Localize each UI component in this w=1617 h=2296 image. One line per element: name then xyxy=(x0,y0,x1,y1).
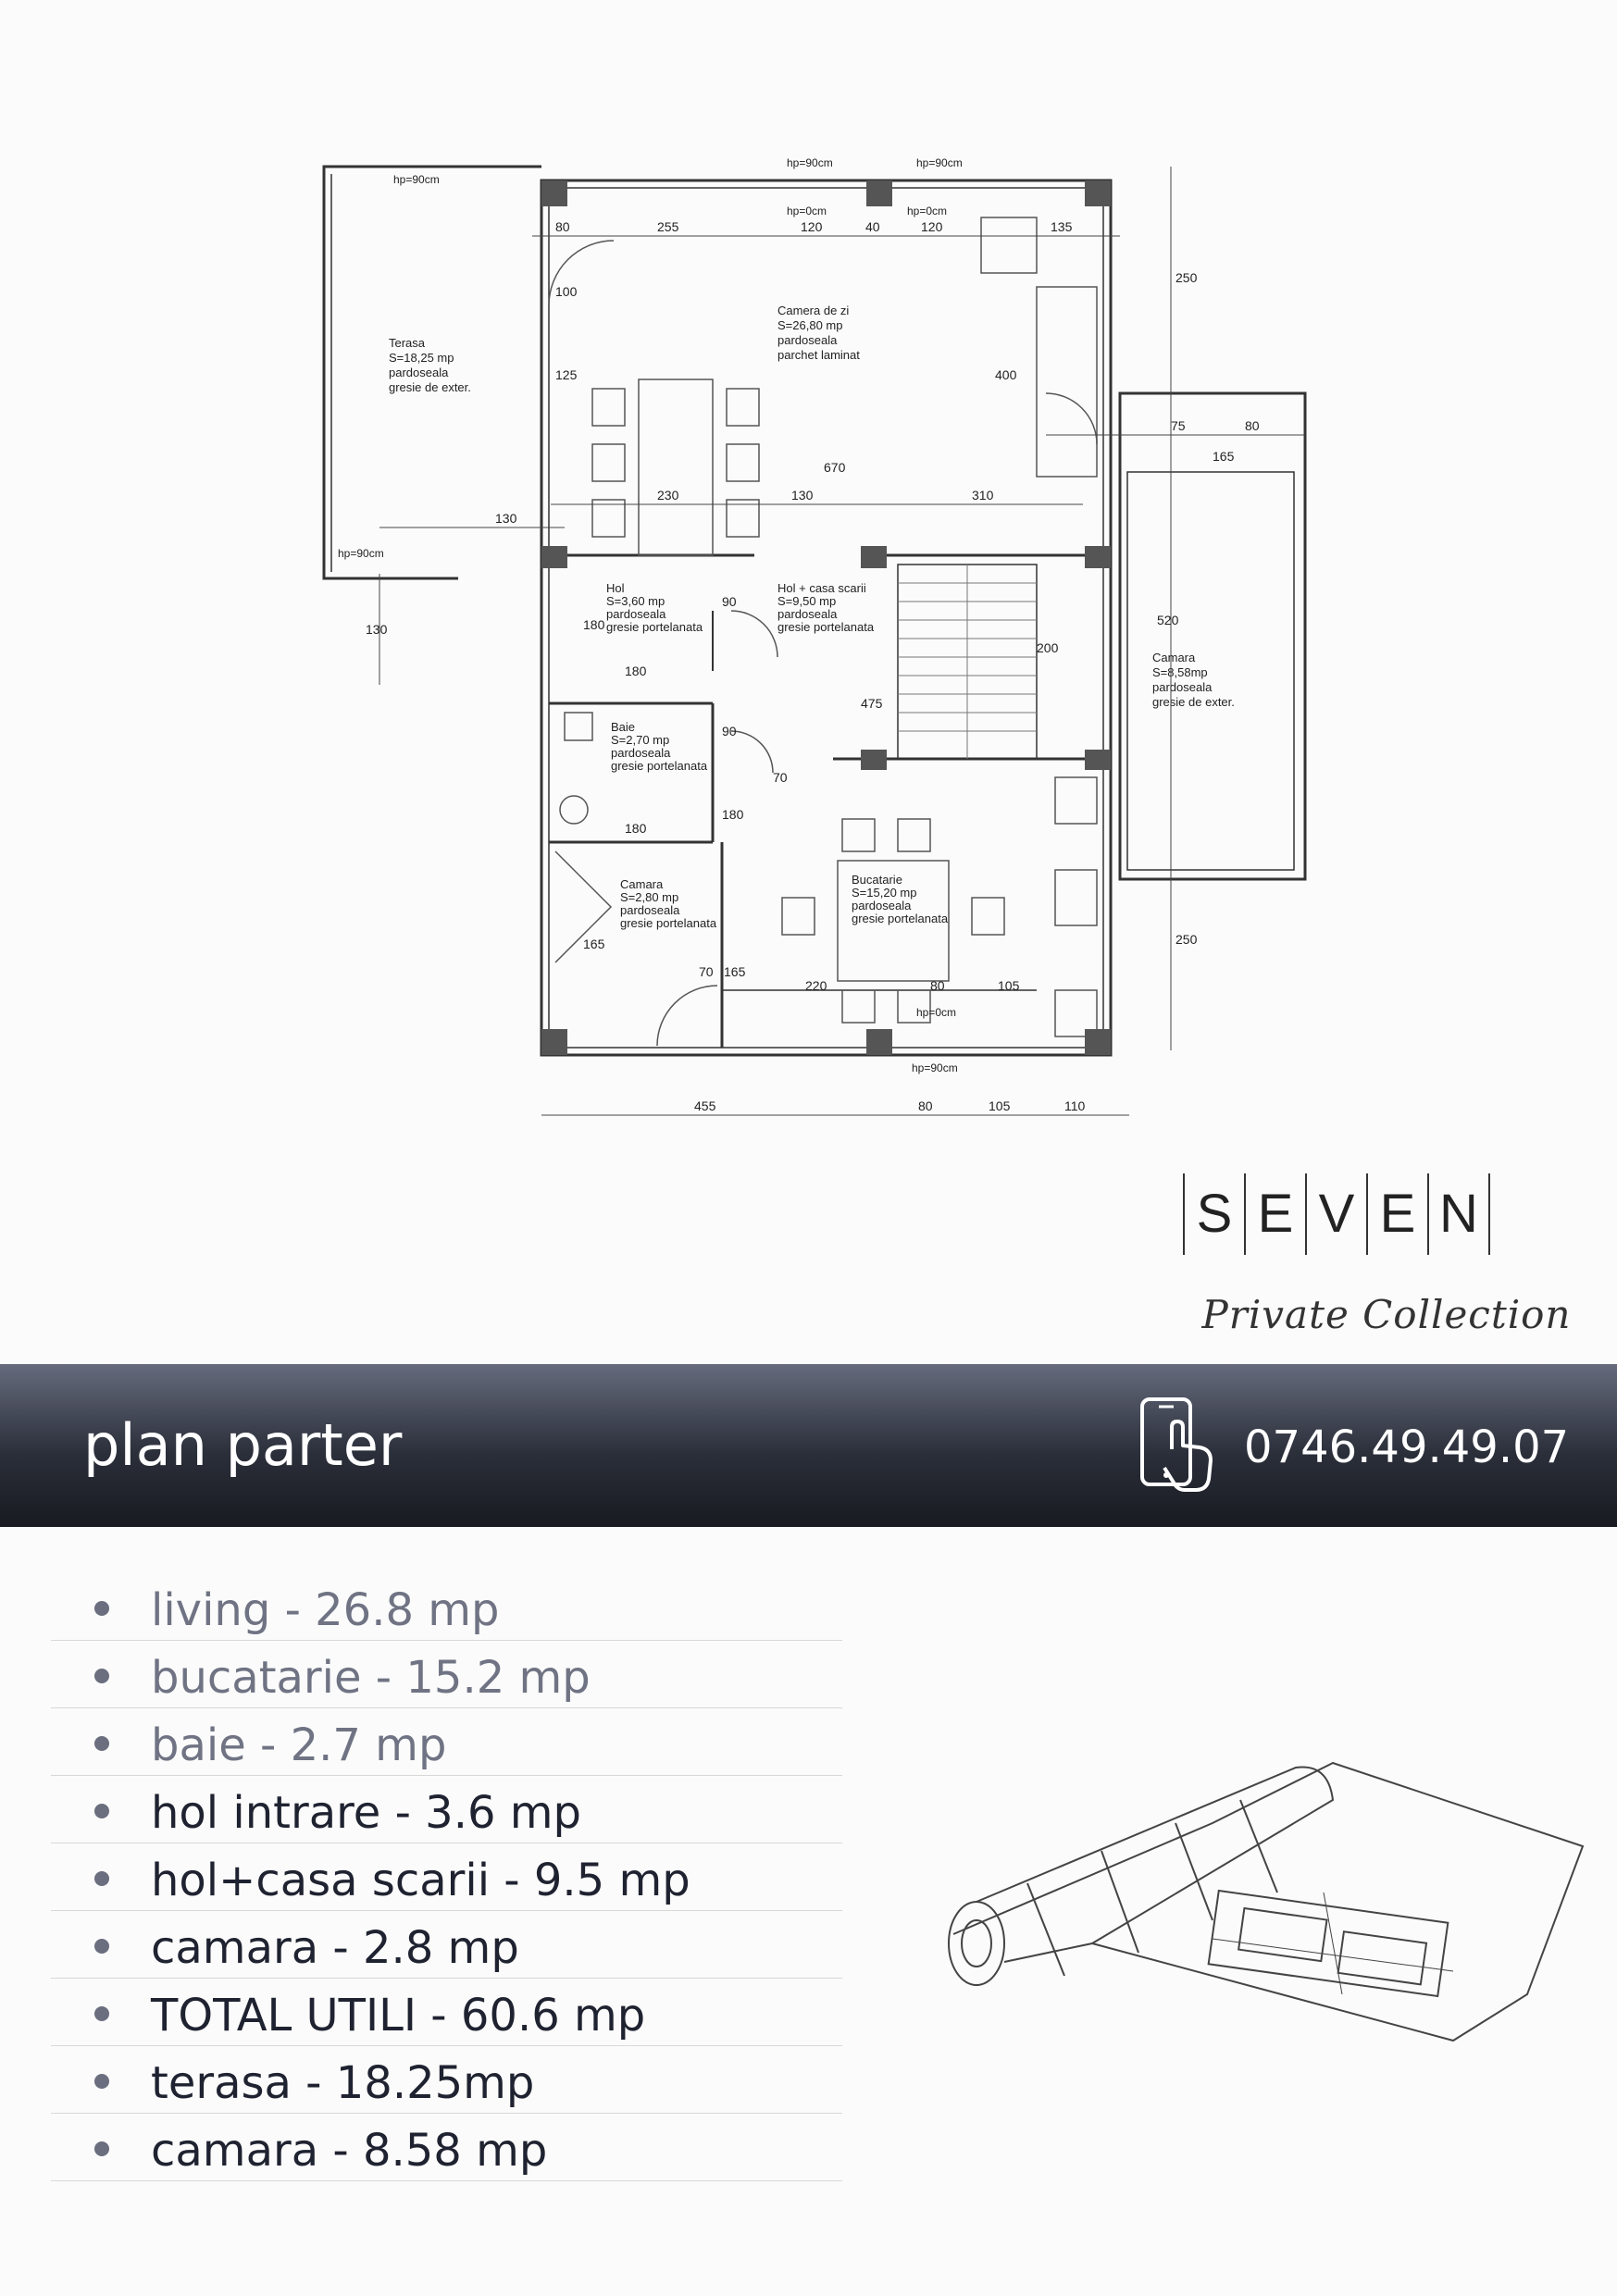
dim-label: 255 xyxy=(657,219,679,234)
room-name-terasa: Terasa xyxy=(389,336,426,350)
logo-letter: E xyxy=(1257,1184,1294,1244)
dim-label: 475 xyxy=(861,696,883,711)
hp-label: hp=90cm xyxy=(916,156,963,169)
dim-label: 230 xyxy=(657,488,679,503)
room-floor1-hol: pardoseala xyxy=(606,607,666,621)
hp-label: hp=90cm xyxy=(338,547,384,560)
room-name-camara-mare: Camara xyxy=(1152,651,1196,664)
room-name-bucatarie: Bucatarie xyxy=(852,873,902,887)
list-item xyxy=(51,2114,842,2181)
bullet-dot-icon xyxy=(94,1939,109,1954)
room-area-camara-mica: S=2,80 mp xyxy=(620,890,679,904)
list-item-text: hol+casa scarii - 9.5 mp xyxy=(151,1855,690,1906)
dim-label: 520 xyxy=(1157,613,1179,627)
dim-label: 110 xyxy=(1064,1098,1086,1113)
area-list xyxy=(51,1573,842,2181)
list-item-text: TOTAL UTILI - 60.6 mp xyxy=(151,1990,646,2042)
dim-label: 80 xyxy=(918,1098,933,1113)
bullet-dot-icon xyxy=(94,2074,109,2089)
dim-label: 120 xyxy=(801,219,823,234)
list-item xyxy=(51,1641,842,1708)
bullet-dot-icon xyxy=(94,1669,109,1683)
dim-label: 165 xyxy=(583,937,605,951)
dim-label: 105 xyxy=(998,978,1020,993)
room-floor2-terasa: gresie de exter. xyxy=(389,380,471,394)
room-floor2-camara-mare: gresie de exter. xyxy=(1152,695,1235,709)
dim-label: 130 xyxy=(791,488,814,503)
room-name-living: Camera de zi xyxy=(777,304,850,317)
dim-label: 120 xyxy=(921,219,943,234)
hp-label: hp=0cm xyxy=(787,205,827,217)
list-item-text: terasa - 18.25mp xyxy=(151,2057,535,2109)
room-floor2-living: parchet laminat xyxy=(777,348,860,362)
room-floor1-living: pardoseala xyxy=(777,333,838,347)
list-item-text: bucatarie - 15.2 mp xyxy=(151,1652,591,1704)
hp-label: hp=90cm xyxy=(787,156,833,169)
dim-label: 310 xyxy=(972,488,994,503)
dim-label: 80 xyxy=(930,978,945,993)
room-area-terasa: S=18,25 mp xyxy=(389,351,454,365)
room-floor1-hol-scara: pardoseala xyxy=(777,607,838,621)
phone-hand-icon xyxy=(1135,1394,1227,1496)
dim-label: 80 xyxy=(1245,418,1260,433)
list-item-text: hol intrare - 3.6 mp xyxy=(151,1787,581,1839)
bullet-dot-icon xyxy=(94,2006,109,2021)
room-area-camara-mare: S=8,58mp xyxy=(1152,665,1208,679)
room-area-bucatarie: S=15,20 mp xyxy=(852,886,917,900)
dim-label: 165 xyxy=(1213,449,1235,464)
dim-label: 180 xyxy=(722,807,744,822)
dim-label: 130 xyxy=(366,622,388,637)
room-area-hol-scara: S=9,50 mp xyxy=(777,594,837,608)
blueprint-roll-icon xyxy=(935,1754,1601,2115)
logo-letter: E xyxy=(1379,1184,1416,1244)
dim-label: 180 xyxy=(625,821,647,836)
phone-number[interactable]: 0746.49.49.07 xyxy=(1244,1421,1570,1473)
logo-divider xyxy=(1488,1173,1490,1255)
room-floor1-baie: pardoseala xyxy=(611,746,671,760)
list-item-text: baie - 2.7 mp xyxy=(151,1719,447,1771)
logo-letter: V xyxy=(1318,1184,1355,1244)
list-item xyxy=(51,1708,842,1776)
room-floor2-baie: gresie portelanata xyxy=(611,759,708,773)
dim-label: 125 xyxy=(555,367,578,382)
dim-label: 70 xyxy=(773,770,788,785)
room-floor1-bucatarie: pardoseala xyxy=(852,899,912,912)
list-item xyxy=(51,1573,842,1641)
floor-plan xyxy=(287,130,1342,1185)
room-floor2-hol-scara: gresie portelanata xyxy=(777,620,875,634)
bullet-dot-icon xyxy=(94,2141,109,2156)
dim-label: 90 xyxy=(722,724,737,738)
list-item-text: living - 26.8 mp xyxy=(151,1584,500,1636)
room-area-baie: S=2,70 mp xyxy=(611,733,670,747)
dim-label: 200 xyxy=(1037,640,1059,655)
dim-label: 90 xyxy=(722,594,737,609)
list-item-text: camara - 2.8 mp xyxy=(151,1922,519,1974)
logo-letter: S xyxy=(1196,1184,1233,1244)
dim-label: 100 xyxy=(555,284,578,299)
dim-label: 250 xyxy=(1175,932,1198,947)
room-name-hol: Hol xyxy=(606,581,625,595)
dim-label: 105 xyxy=(989,1098,1011,1113)
room-area-living: S=26,80 mp xyxy=(777,318,843,332)
hp-label: hp=90cm xyxy=(912,1061,958,1074)
dim-label: 75 xyxy=(1171,418,1186,433)
list-item xyxy=(51,1843,842,1911)
dim-label: 135 xyxy=(1051,219,1073,234)
dim-label: 40 xyxy=(865,219,880,234)
room-name-baie: Baie xyxy=(611,720,636,734)
list-item xyxy=(51,1776,842,1843)
dim-label: 180 xyxy=(583,617,605,632)
hp-label: hp=0cm xyxy=(916,1006,957,1019)
section-title: plan parter xyxy=(83,1411,403,1479)
logo-subtitle: Private Collection xyxy=(1201,1292,1572,1337)
room-name-hol-scara: Hol + casa scarii xyxy=(777,581,866,595)
dim-label: 455 xyxy=(694,1098,716,1113)
list-item-text: camara - 8.58 mp xyxy=(151,2125,548,2177)
room-floor1-camara-mica: pardoseala xyxy=(620,903,680,917)
bullet-dot-icon xyxy=(94,1736,109,1751)
logo-letters xyxy=(1183,1173,1581,1255)
list-item xyxy=(51,2046,842,2114)
brand-logo xyxy=(1183,1173,1581,1359)
room-area-hol: S=3,60 mp xyxy=(606,594,665,608)
room-floor2-bucatarie: gresie portelanata xyxy=(852,912,949,925)
room-floor2-camara-mica: gresie portelanata xyxy=(620,916,717,930)
logo-letter: N xyxy=(1439,1184,1478,1244)
dim-label: 165 xyxy=(724,964,746,979)
dim-label: 400 xyxy=(995,367,1017,382)
dim-label: 70 xyxy=(699,964,714,979)
dim-label: 670 xyxy=(824,460,846,475)
list-item xyxy=(51,1979,842,2046)
room-floor1-terasa: pardoseala xyxy=(389,366,449,379)
floor-plan-svg xyxy=(287,130,1342,1185)
dim-label: 250 xyxy=(1175,270,1198,285)
hp-label: hp=0cm xyxy=(907,205,948,217)
room-floor1-camara-mare: pardoseala xyxy=(1152,680,1213,694)
dim-label: 180 xyxy=(625,664,647,678)
dim-label: 80 xyxy=(555,219,570,234)
room-name-camara-mica: Camara xyxy=(620,877,664,891)
dim-label: 130 xyxy=(495,511,517,526)
bullet-dot-icon xyxy=(94,1804,109,1818)
header-band xyxy=(0,1364,1617,1527)
room-floor2-hol: gresie portelanata xyxy=(606,620,703,634)
list-item xyxy=(51,1911,842,1979)
dim-label: 220 xyxy=(805,978,827,993)
bullet-dot-icon xyxy=(94,1871,109,1886)
bullet-dot-icon xyxy=(94,1601,109,1616)
hp-label: hp=90cm xyxy=(393,173,440,186)
